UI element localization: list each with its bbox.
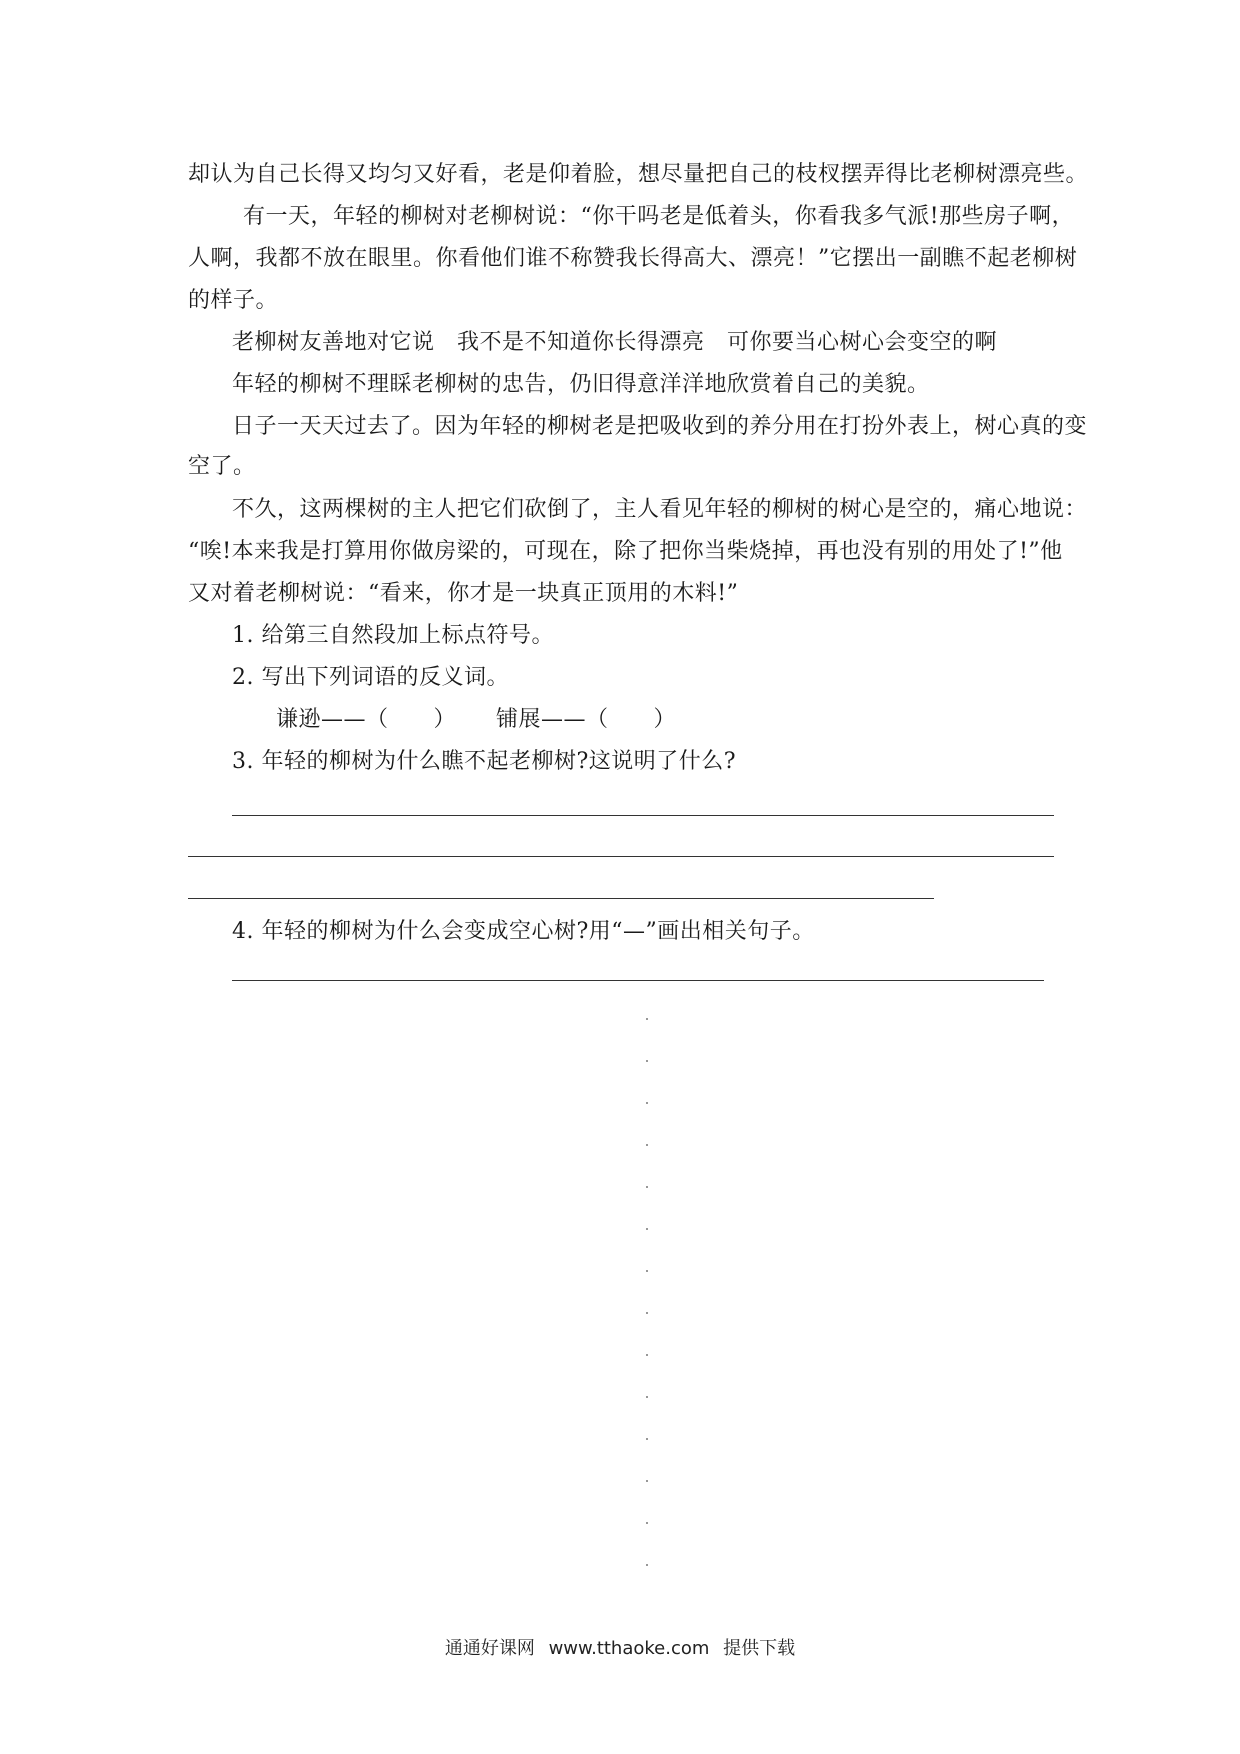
antonym-blank-1[interactable]: 谦逊——（ ）	[276, 707, 457, 732]
passage-line-unpunctuated: 老柳树友善地对它说 我不是不知道你长得漂亮 可你要当心树心会变空的啊	[232, 330, 998, 355]
answer-line[interactable]	[232, 815, 1054, 816]
antonym-blank-2[interactable]: 铺展——（ ）	[496, 707, 677, 732]
scan-dot	[646, 1354, 648, 1356]
question-2: 2. 写出下列词语的反义词。	[232, 665, 509, 690]
passage-line: 的样子。	[188, 288, 279, 313]
scan-dot	[646, 1438, 648, 1440]
scan-dot	[646, 1522, 648, 1524]
scan-dot	[646, 1060, 648, 1062]
passage-line: 日子一天天过去了。因为年轻的柳树老是把吸收到的养分用在打扮外表上，树心真的变	[232, 414, 1088, 439]
scan-dot	[646, 1312, 648, 1314]
passage-line: 不久，这两棵树的主人把它们砍倒了，主人看见年轻的柳树的树心是空的，痛心地说：	[232, 497, 1088, 522]
scan-dot	[646, 1564, 648, 1566]
scan-dot	[646, 1102, 648, 1104]
scan-dot	[646, 1228, 648, 1230]
page-footer	[0, 1636, 1240, 1662]
answer-line[interactable]	[188, 898, 934, 899]
scan-dot	[646, 1396, 648, 1398]
question-4: 4. 年轻的柳树为什么会变成空心树?用“—”画出相关句子。	[232, 919, 815, 944]
scan-dot	[646, 1018, 648, 1020]
passage-line: 又对着老柳树说：“看来，你才是一块真正顶用的木料!”	[188, 581, 739, 606]
passage-line: 空了。	[188, 454, 256, 479]
question-3: 3. 年轻的柳树为什么瞧不起老柳树?这说明了什么?	[232, 749, 737, 774]
passage-line: 人啊，我都不放在眼里。你看他们谁不称赞我长得高大、漂亮！”它摆出一副瞧不起老柳树	[188, 246, 1078, 271]
footer-suffix: 提供下载	[723, 1638, 796, 1659]
scan-dot	[646, 1144, 648, 1146]
question-1: 1. 给第三自然段加上标点符号。	[232, 623, 554, 648]
passage-line: 有一天，年轻的柳树对老柳树说：“你干吗老是低着头，你看我多气派!那些房子啊，	[243, 204, 1075, 229]
footer-site-name: 通通好课网	[444, 1638, 535, 1659]
answer-line[interactable]	[188, 856, 1054, 857]
passage-line: 年轻的柳树不理睬老柳树的忠告，仍旧得意洋洋地欣赏着自己的美貌。	[232, 372, 930, 397]
answer-line[interactable]	[232, 980, 1044, 981]
footer-url[interactable]: www.tthaoke.com	[548, 1638, 710, 1659]
scan-dot	[646, 1186, 648, 1188]
scan-dot	[646, 1480, 648, 1482]
passage-line: 却认为自己长得又均匀又好看，老是仰着脸，想尽量把自己的枝杈摆弄得比老柳树漂亮些。	[188, 162, 1089, 187]
scan-dot	[646, 1270, 648, 1272]
passage-line: “唉!本来我是打算用你做房梁的，可现在，除了把你当柴烧掉，再也没有别的用处了!”他	[188, 539, 1063, 564]
